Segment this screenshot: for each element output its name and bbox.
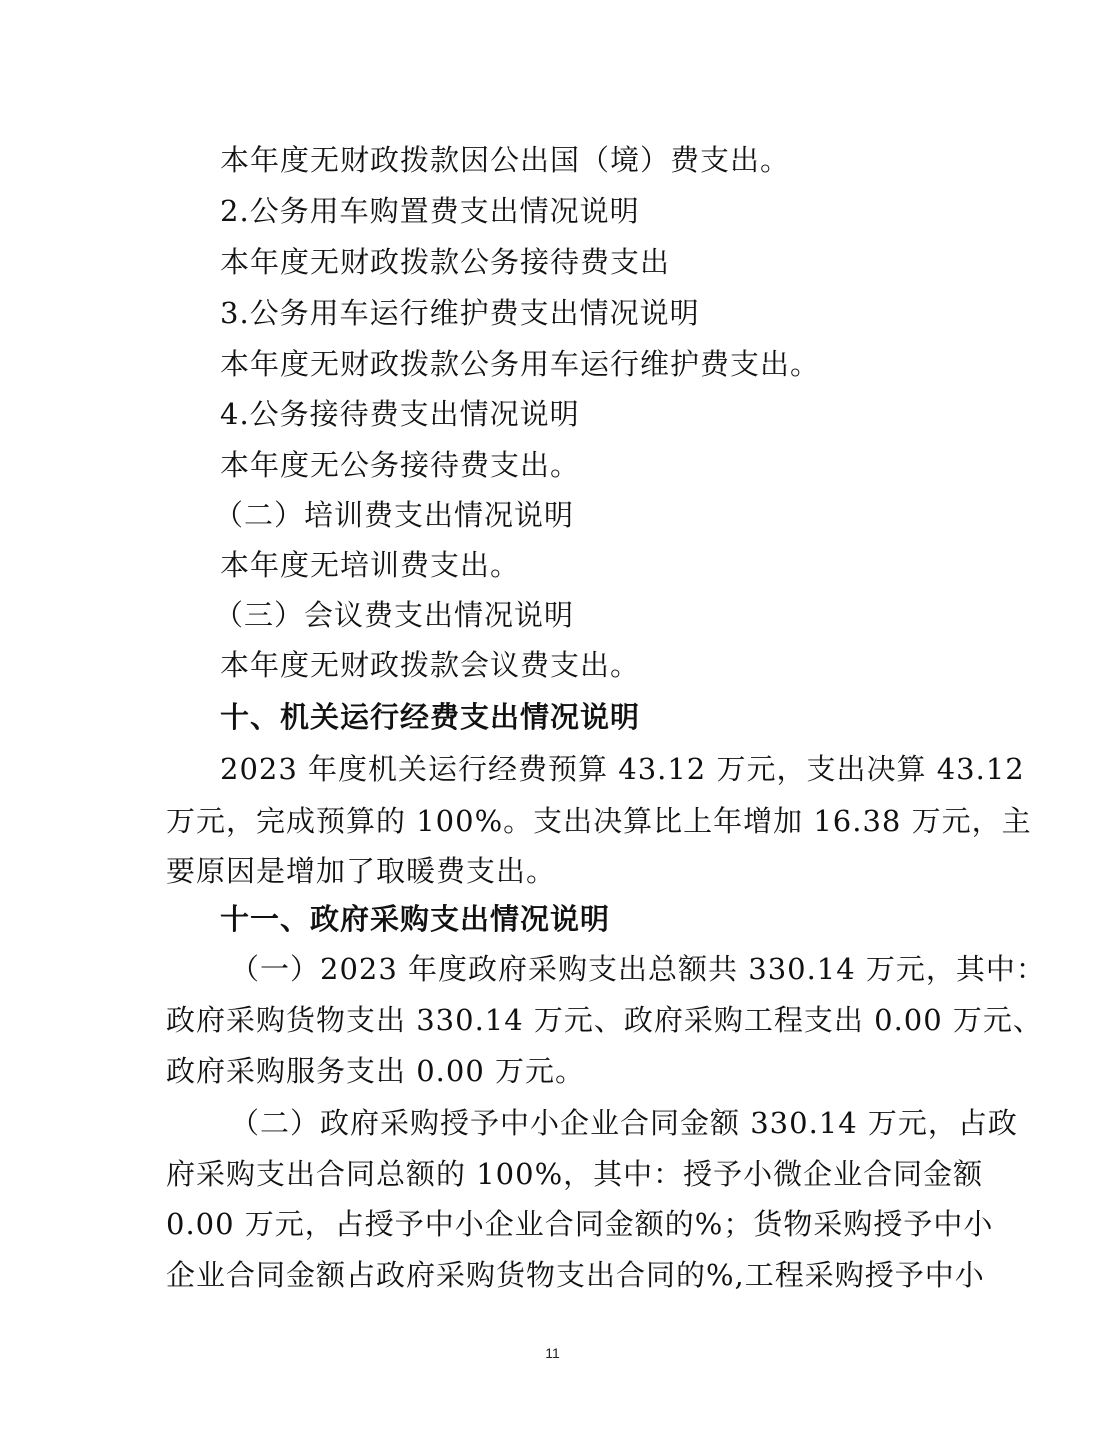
subheading-line: 3.公务用车运行维护费支出情况说明 — [220, 296, 700, 330]
paragraph-line: 政府采购货物支出 330.14 万元、政府采购工程支出 0.00 万元、 — [166, 1003, 1043, 1037]
section-heading: 十、机关运行经费支出情况说明 — [220, 700, 641, 734]
subheading-line: （二）培训费支出情况说明 — [214, 498, 575, 532]
paragraph-line: 本年度无培训费支出。 — [220, 548, 521, 582]
paragraph-line: 本年度无财政拨款公务接待费支出 — [220, 245, 671, 279]
paragraph-line: 0.00 万元，占授予中小企业合同金额的%；货物采购授予中小 — [166, 1207, 994, 1241]
subheading-line: 4.公务接待费支出情况说明 — [220, 397, 580, 431]
paragraph-line: 本年度无财政拨款公务用车运行维护费支出。 — [220, 347, 821, 381]
section-heading: 十一、政府采购支出情况说明 — [220, 902, 611, 936]
paragraph-line: 本年度无公务接待费支出。 — [220, 448, 581, 482]
subheading-line: （三）会议费支出情况说明 — [214, 598, 575, 632]
paragraph-line: 政府采购服务支出 0.00 万元。 — [166, 1054, 586, 1088]
paragraph-line: 2023 年度机关运行经费预算 43.12 万元，支出决算 43.12 — [220, 752, 1025, 786]
paragraph-line: 企业合同金额占政府采购货物支出合同的%,工程采购授予中小 — [166, 1258, 985, 1292]
paragraph-line: 要原因是增加了取暖费支出。 — [166, 854, 557, 888]
paragraph-line: 本年度无财政拨款因公出国（境）费支出。 — [220, 143, 791, 177]
paragraph-line: 府采购支出合同总额的 100%，其中：授予小微企业合同金额 — [166, 1157, 984, 1191]
paragraph-line: 万元，完成预算的 100%。支出决算比上年增加 16.38 万元，主 — [166, 804, 1032, 838]
paragraph-line: （一）2023 年度政府采购支出总额共 330.14 万元，其中： — [230, 952, 1046, 986]
subheading-line: 2.公务用车购置费支出情况说明 — [220, 194, 640, 228]
page-number: 11 — [545, 1345, 560, 1361]
paragraph-line: （二）政府采购授予中小企业合同金额 330.14 万元，占政 — [230, 1106, 1018, 1140]
paragraph-line: 本年度无财政拨款会议费支出。 — [220, 648, 641, 682]
